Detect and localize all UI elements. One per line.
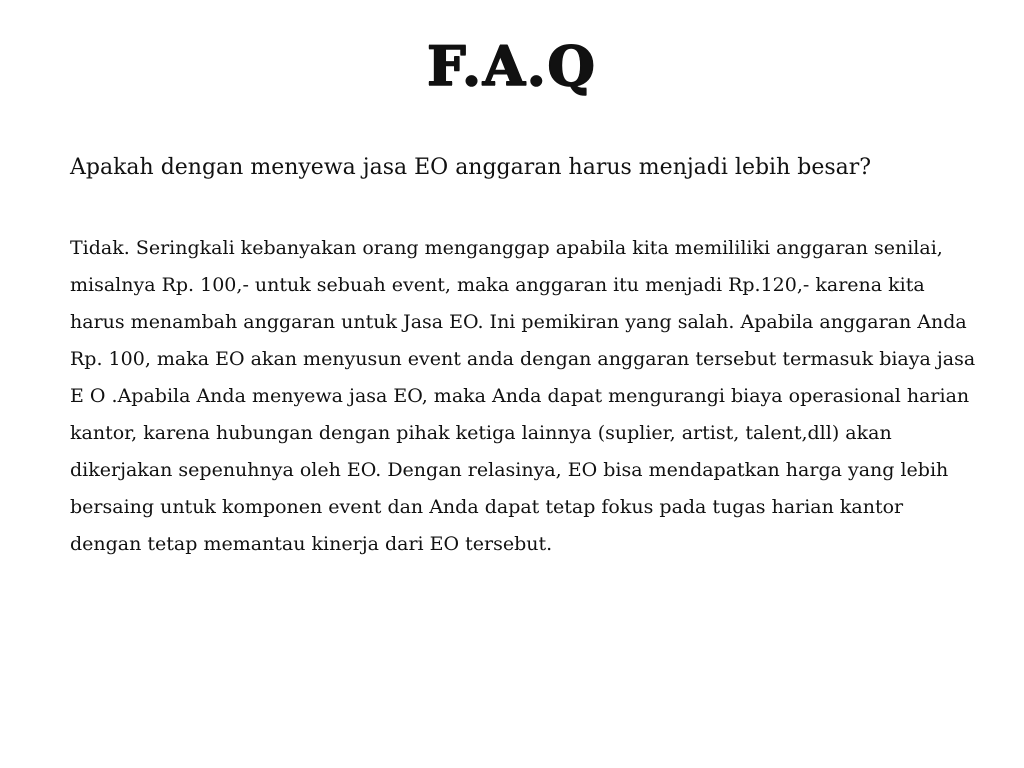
slide-title: F.A.Q: [427, 34, 597, 98]
faq-answer: Tidak. Seringkali kebanyakan orang menganggap apabila kita memililiki anggaran senilai, misalnya Rp. 100,- untuk sebuah event, maka anggaran itu menjadi Rp.120,- karena kita harus menambah anggaran untuk Jasa EO. Ini pemikiran yang salah. Apabila anggaran Anda Rp. 100, maka EO akan menyusun event anda dengan anggaran tersebut termasuk biaya jasa E O .Apabila Anda menyewa jasa EO, maka Anda dapat mengurangi biaya operasional harian kantor, karena hubungan dengan pihak ketiga lainnya (suplier, artist, talent,dll) akan dikerjakan sepenuhnya oleh EO. Dengan relasinya, EO bisa mendapatkan harga yang lebih bersaing untuk komponen event dan Anda dapat tetap fokus pada tugas harian kantor dengan tetap memantau kinerja dari EO tersebut.: [70, 237, 976, 555]
faq-question: Apakah dengan menyewa jasa EO anggaran harus menjadi lebih besar?: [70, 155, 872, 180]
